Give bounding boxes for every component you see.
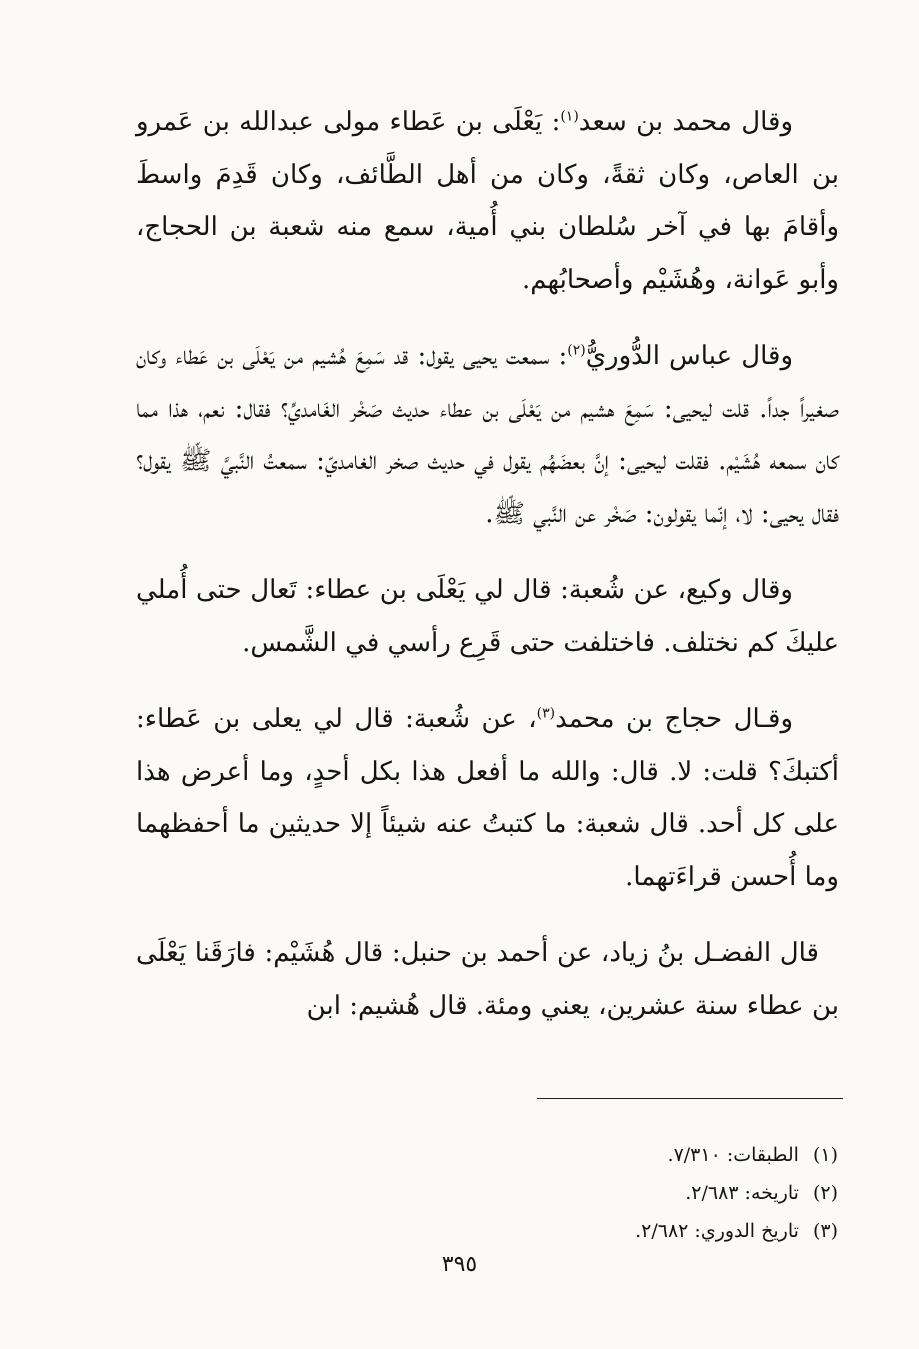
text-segment: قال الفضـل بنُ زياد، عن أحمد بن حنبل: قال هُشَيْم: فارَقَنا يَعْلَى بن عطاء سنة عشرين، يعني ومئة. قال هُشيم: ابن [136, 938, 839, 1021]
paragraph-abbas-duri [136, 330, 839, 540]
page-number: ٣٩٥ [441, 1252, 478, 1277]
footnote-1 [420, 1136, 838, 1174]
text-segment: وقال وكيع، عن شُعبة: قال لي يَعْلَى بن عطاء: تَعال حتى أُملي عليكَ كم نختلف. فاختلفت حتى قَرِع رأسي في الشَّمس. [136, 575, 839, 658]
text-segment: : يَعْلَى بن عَطاء مولى عبدالله بن عَمرو بن العاص، وكان ثقةً، وكان من أهل الطَّائف، وكان قَدِمَ واسطَ وأقامَ بها في آخر سُلطان بني أُمية، سمع منه شعبة بن الحجاج، وأبو عَوانة، وهُشَيْم وأصحابُهم. [136, 107, 839, 295]
text-segment: : سمعت يحيى يقول: قد سَمِعَ هُشيم من يَعْلَى بن عَطاء وكان صغيراً جداً. قلت ليحيى: سَمِعَ هشيم من يَعْلَى بن عطاء حديث صَخْر الغَامديِّ؟ فقال: نعم، هذا مما كان سمعه هُشَيْم. فقلت ليحيى: إنَّ بعضَهُم يقول في حديث صخر الغامديّ: سمعتُ النَّبيَّ ﷺ يقول؟ فقال يحيى: لا، إنّما يقولون: صَخْر عن النَّبي ﷺ. [136, 341, 839, 529]
paragraph-hajjaj [136, 693, 839, 903]
footnotes [420, 1136, 838, 1250]
footnote-text: تاريخ الدوري: ٢/٦٨٢. [635, 1220, 799, 1242]
text-segment: وقال عباس الدُّوريُّ [585, 341, 793, 371]
main-text [136, 96, 839, 1056]
text-segment: وقال محمد بن سعد [578, 107, 794, 137]
paragraph-waki [136, 564, 839, 669]
paragraph-fadl [136, 927, 839, 1032]
footnote-ref-3: (٣) [536, 705, 556, 722]
footnote-text: تاريخه: ٢/٦٨٣. [685, 1182, 799, 1204]
footnote-ref-2: (٢) [567, 342, 586, 359]
footnote-number: (٢) [812, 1182, 838, 1204]
footnote-ref-1: (١) [560, 108, 579, 125]
footnote-text: الطبقات: ٧/٣١٠. [667, 1144, 799, 1166]
text-segment: وقـال حجاج بن محمد [555, 704, 794, 734]
footnote-2 [420, 1174, 838, 1212]
footnote-3 [420, 1212, 838, 1250]
paragraph-ibn-saad [136, 96, 839, 306]
text-segment: ، عن شُعبة: قال لي يعلى بن عَطاء: أكتبكَ؟ قلت: لا. قال: والله ما أفعل هذا بكل أحدٍ، وما أعرض هذا على كل أحد. قال شعبة: ما كتبتُ عنه شيئاً إلا حديثين ما أحفظهما وما أُحسن قراءَتهما. [136, 704, 839, 892]
footnote-divider [537, 1098, 843, 1099]
footnote-number: (٣) [812, 1220, 838, 1242]
footnote-number: (١) [812, 1144, 838, 1166]
